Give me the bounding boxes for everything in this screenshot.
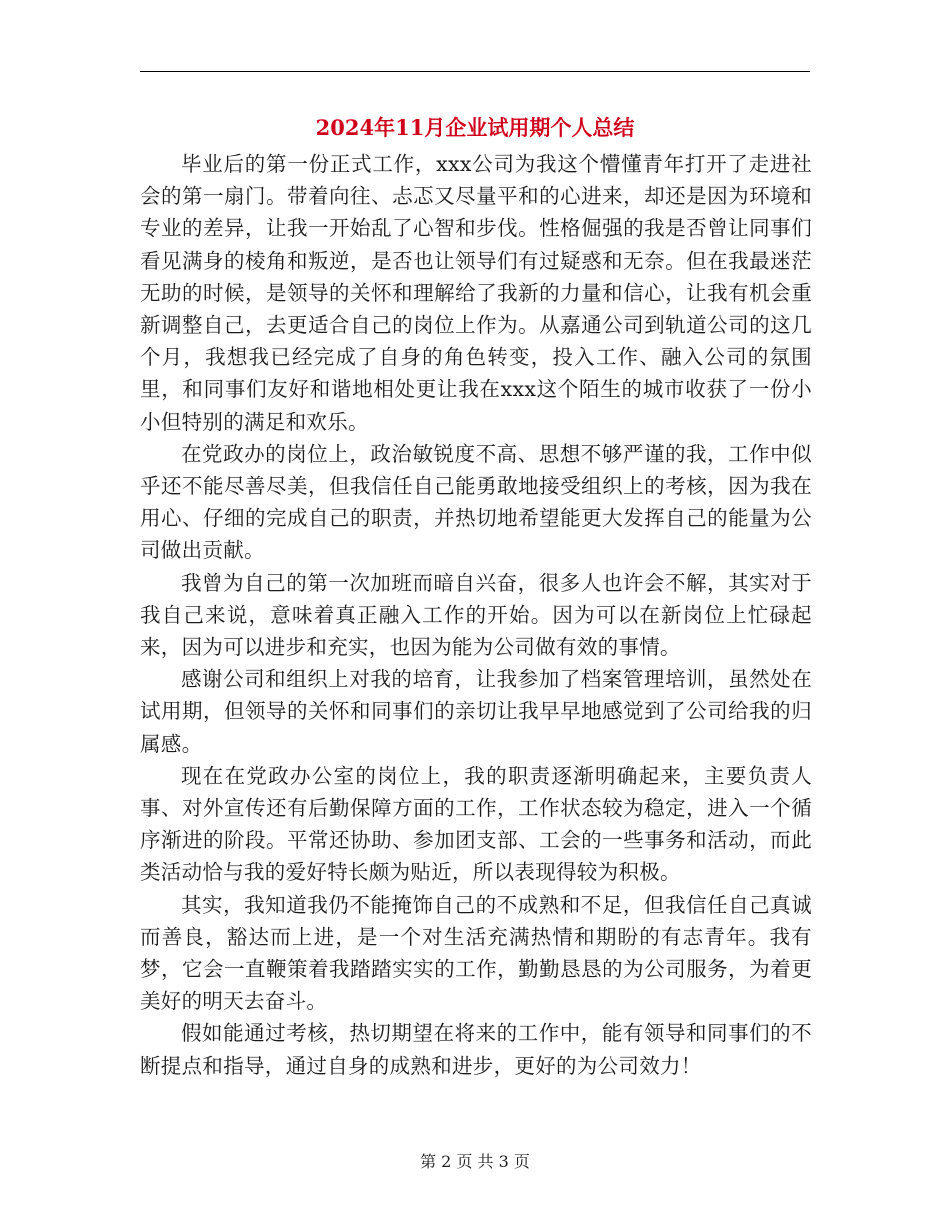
document-body xyxy=(140,148,812,1082)
paragraph-7: 假如能通过考核，热切期望在将来的工作中，能有领导和同事们的不断提点和指导，通过自身的成熟和进步，更好的为公司效力！ xyxy=(140,1021,812,1078)
paragraph-6: 其实，我知道我仍不能掩饰自己的不成熟和不足，但我信任自己真诚而善良，豁达而上进，是一个对生活充满热情和期盼的有志青年。我有梦，它会一直鞭策着我踏踏实实的工作，勤勤恳恳的为公司服务，为着更美好的明天去奋斗。 xyxy=(140,892,812,1014)
document-title: 2024年11月企业试用期个人总结 xyxy=(315,115,635,140)
paragraph-1: 毕业后的第一份正式工作，xxx公司为我这个懵懂青年打开了走进社会的第一扇门。带着向往、忐忑又尽量平和的心进来，却还是因为环境和专业的差异，让我一开始乱了心智和步伐。性格倔强的我是否曾让同事们看见满身的棱角和叛逆，是否也让领导们有过疑惑和无奈。但在我最迷茫无助的时候，是领导的关怀和理解给了我新的力量和信心，让我有机会重新调整自己，去更适合自己的岗位上作为。从嘉通公司到轨道公司的这几个月，我想我已经完成了自身的角色转变，投入工作、融入公司的氛围里，和同事们友好和谐地相处更让我在xxx这个陌生的城市收获了一份小小但特别的满足和欢乐。 xyxy=(140,152,812,434)
paragraph-2: 在党政办的岗位上，政治敏锐度不高、思想不够严谨的我，工作中似乎还不能尽善尽美，但我信任自己能勇敢地接受组织上的考核，因为我在用心、仔细的完成自己的职责，并热切地希望能更大发挥自己的能量为公司做出贡献。 xyxy=(140,441,812,563)
header-rule xyxy=(140,71,810,72)
paragraph-5: 现在在党政办公室的岗位上，我的职责逐渐明确起来，主要负责人事、对外宣传还有后勤保障方面的工作，工作状态较为稳定，进入一个循序渐进的阶段。平常还协助、参加团支部、工会的一些事务和活动，而此类活动恰与我的爱好特长颇为贴近，所以表现得较为积极。 xyxy=(140,763,812,885)
paragraph-4: 感谢公司和组织上对我的培育，让我参加了档案管理培训，虽然处在试用期，但领导的关怀和同事们的亲切让我早早地感觉到了公司给我的归属感。 xyxy=(140,667,812,756)
page-number-footer: 第 2 页 共 3 页 xyxy=(420,1152,530,1171)
paragraph-3: 我曾为自己的第一次加班而暗自兴奋，很多人也许会不解，其实对于我自己来说，意味着真正融入工作的开始。因为可以在新岗位上忙碌起来，因为可以进步和充实，也因为能为公司做有效的事情。 xyxy=(140,570,812,660)
